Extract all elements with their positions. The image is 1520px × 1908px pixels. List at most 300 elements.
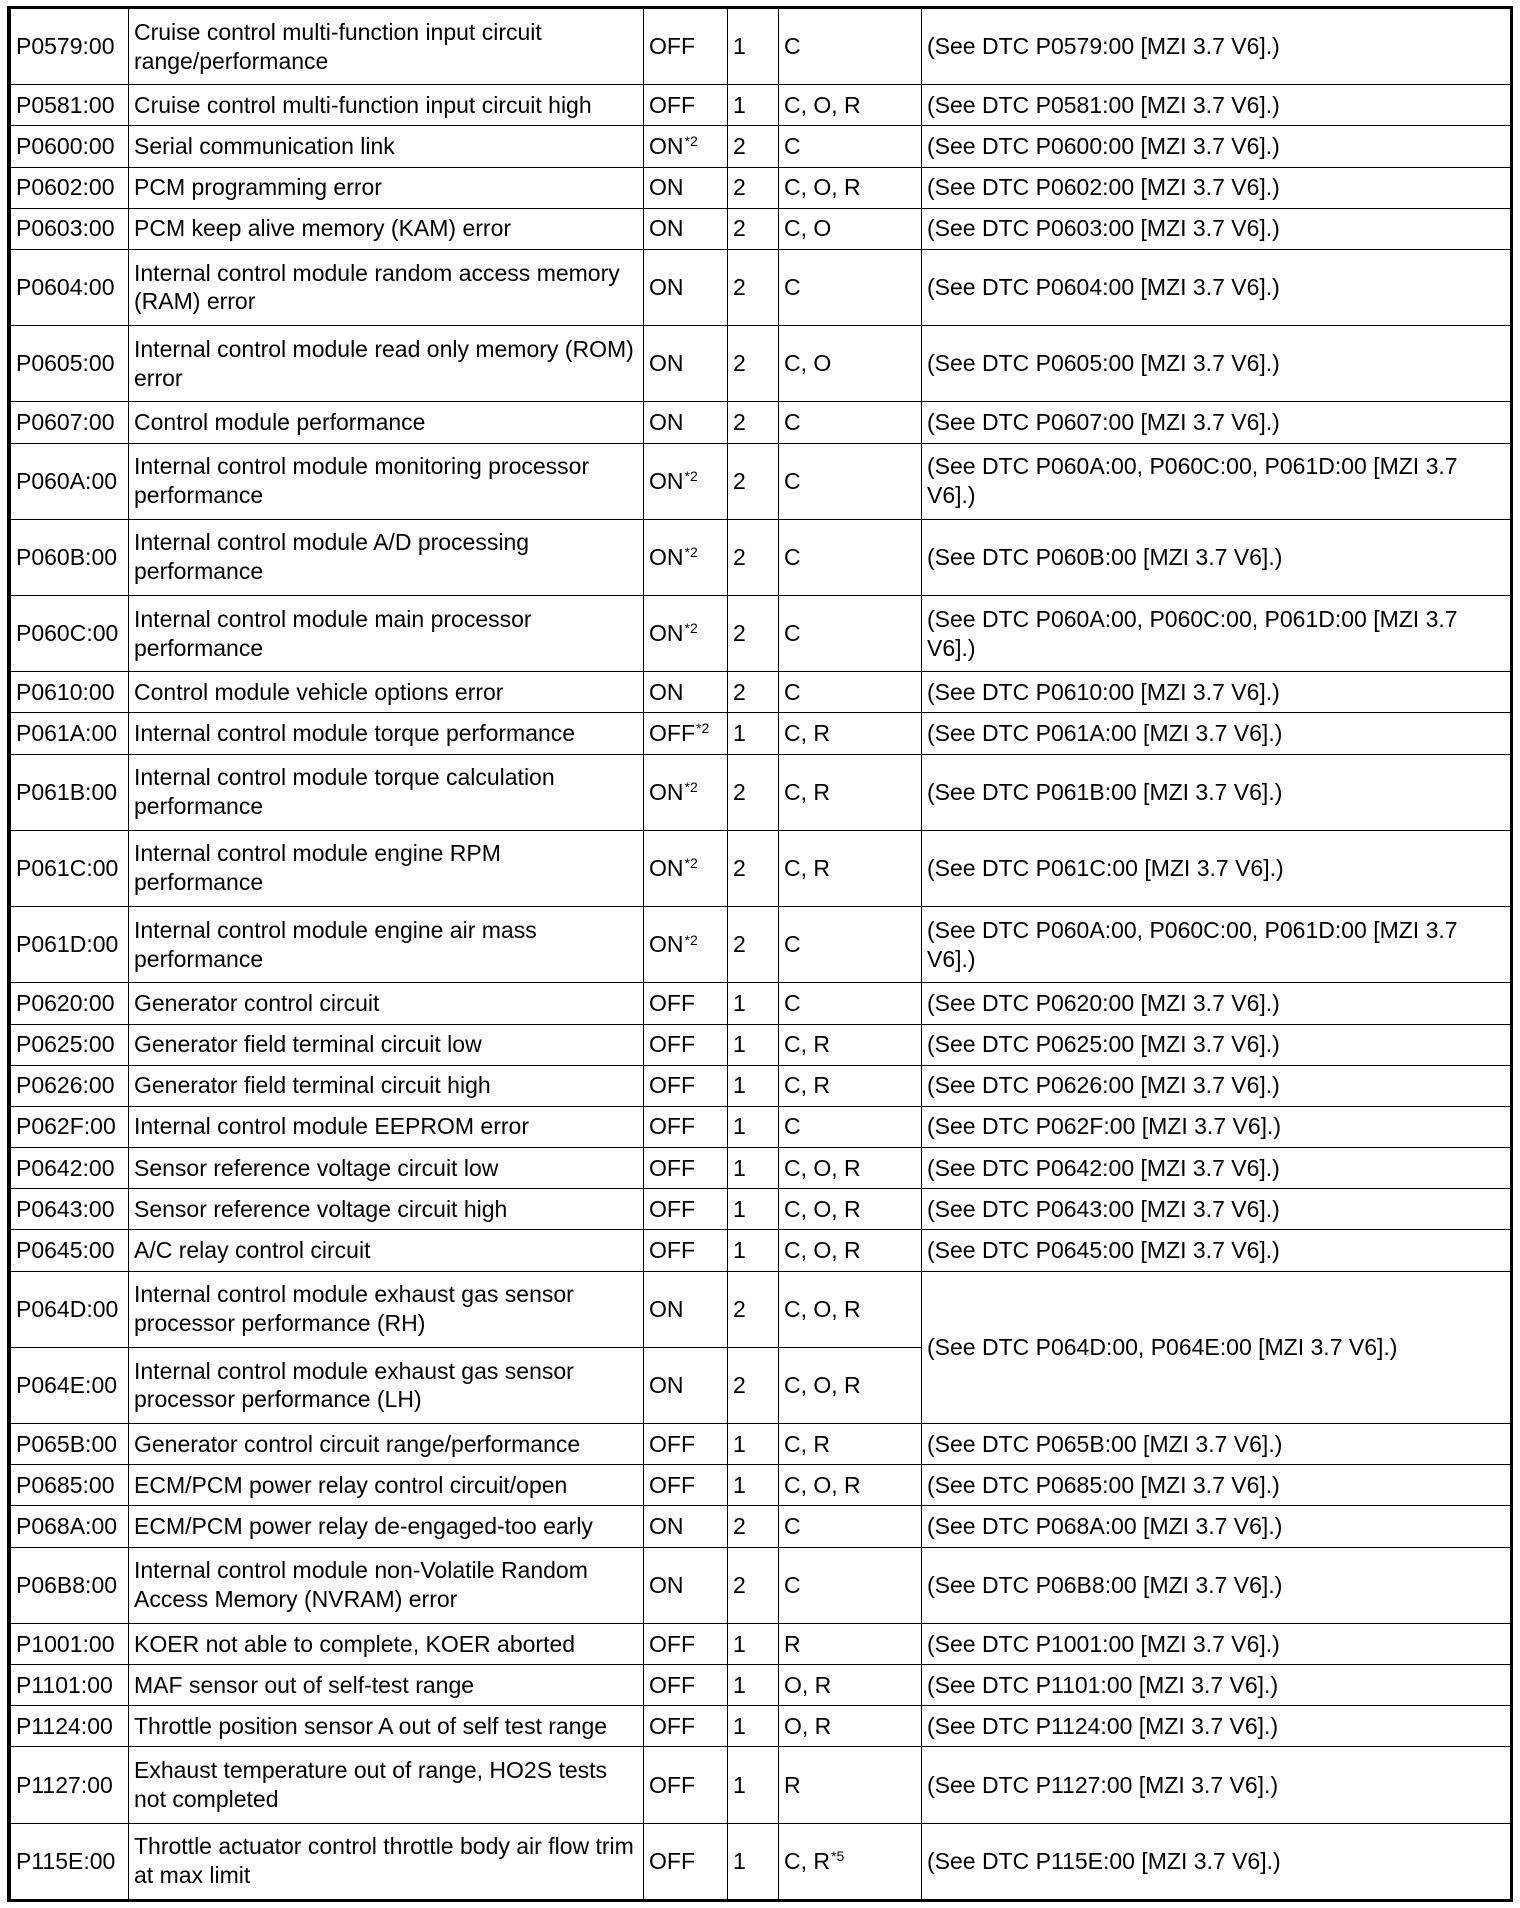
dtc-description <box>129 167 644 208</box>
trip-count <box>728 1271 779 1347</box>
dtc-description-text: Cruise control multi-function input circuit range/performance <box>134 18 542 74</box>
trip-count-text: 2 <box>733 678 746 705</box>
dtc-description-text: Internal control module read only memory (ROM) error <box>134 335 634 391</box>
trip-count-text: 2 <box>733 543 746 570</box>
dtc-description <box>129 126 644 167</box>
trip-count <box>728 167 779 208</box>
dtc-table-page <box>7 6 1513 1902</box>
monitor-item <box>779 983 922 1024</box>
dtc-code-text: P1101:00 <box>16 1671 113 1698</box>
dtc-code <box>11 85 129 126</box>
dtc-description <box>129 830 644 906</box>
service-reference-text: (See DTC P061A:00 [MZI 3.7 V6].) <box>927 720 1283 747</box>
dtc-description-text: KOER not able to complete, KOER aborted <box>134 1630 576 1657</box>
trip-count-text: 2 <box>733 408 746 435</box>
trip-count-text: 2 <box>733 1571 746 1598</box>
monitor-item-text: R <box>784 1630 801 1657</box>
dtc-description <box>129 9 644 85</box>
monitor-item <box>779 830 922 906</box>
table-row <box>11 167 1511 208</box>
monitor-item <box>779 1706 922 1747</box>
trip-count <box>728 1347 779 1423</box>
dtc-code-text: P0607:00 <box>16 408 115 435</box>
table-row <box>11 249 1511 325</box>
trip-count <box>728 1747 779 1823</box>
mil-status <box>644 713 728 754</box>
service-reference-text: (See DTC P0600:00 [MZI 3.7 V6].) <box>927 132 1280 159</box>
trip-count <box>728 983 779 1024</box>
trip-count-text: 1 <box>733 1031 746 1058</box>
monitor-item <box>779 519 922 595</box>
table-row <box>11 1823 1511 1899</box>
service-reference-text: (See DTC P0610:00 [MZI 3.7 V6].) <box>927 678 1280 705</box>
trip-count <box>728 754 779 830</box>
dtc-code-text: P065B:00 <box>16 1430 118 1457</box>
trip-count-text: 1 <box>733 1195 746 1222</box>
service-reference-text: (See DTC P0643:00 [MZI 3.7 V6].) <box>927 1195 1280 1222</box>
table-row <box>11 1465 1511 1506</box>
service-reference-text: (See DTC P060A:00, P060C:00, P061D:00 [MZI 3.7 V6].) <box>927 916 1458 972</box>
dtc-code <box>11 1506 129 1547</box>
table-row <box>11 830 1511 906</box>
service-reference-text: (See DTC P0579:00 [MZI 3.7 V6].) <box>927 33 1280 60</box>
table-row <box>11 519 1511 595</box>
table-row <box>11 126 1511 167</box>
service-reference <box>922 1665 1511 1706</box>
dtc-description-text: Internal control module monitoring processor performance <box>134 453 590 509</box>
monitor-item <box>779 754 922 830</box>
mil-status <box>644 1547 728 1623</box>
dtc-description <box>129 754 644 830</box>
dtc-code-text: P0643:00 <box>16 1195 115 1222</box>
monitor-item-text: C <box>784 467 801 494</box>
mil-status <box>644 1465 728 1506</box>
footnote-marker: *2 <box>684 779 698 796</box>
table-row <box>11 1706 1511 1747</box>
dtc-description <box>129 1065 644 1106</box>
trip-count <box>728 402 779 443</box>
dtc-code-text: P0602:00 <box>16 174 115 201</box>
dtc-description <box>129 1665 644 1706</box>
dtc-code <box>11 208 129 249</box>
table-row <box>11 1106 1511 1147</box>
footnote-marker: *2 <box>684 133 698 150</box>
dtc-description <box>129 519 644 595</box>
service-reference <box>922 167 1511 208</box>
footnote-marker: *2 <box>684 467 698 484</box>
mil-status-text: OFF <box>649 1671 695 1698</box>
monitor-item-text: C, O, R <box>784 1154 861 1181</box>
mil-status-text: ON <box>649 215 684 242</box>
dtc-code-text: P061B:00 <box>16 778 118 805</box>
dtc-description <box>129 1230 644 1271</box>
trip-count-text: 2 <box>733 174 746 201</box>
monitor-item-text: O, R <box>784 1671 832 1698</box>
mil-status <box>644 1230 728 1271</box>
trip-count <box>728 1506 779 1547</box>
dtc-description <box>129 1623 644 1664</box>
dtc-description-text: MAF sensor out of self-test range <box>134 1671 475 1698</box>
dtc-code-text: P061A:00 <box>16 720 118 747</box>
trip-count <box>728 208 779 249</box>
dtc-code <box>11 1747 129 1823</box>
dtc-description <box>129 1271 644 1347</box>
monitor-item-text: C <box>784 132 801 159</box>
dtc-description-text: Throttle actuator control throttle body air flow trim at max limit <box>134 1833 634 1889</box>
table-row <box>11 443 1511 519</box>
dtc-code-text: P062F:00 <box>16 1113 116 1140</box>
mil-status <box>644 1065 728 1106</box>
mil-status-text: ON <box>649 174 684 201</box>
mil-status-text: OFF <box>649 1430 695 1457</box>
service-reference-text: (See DTC P062F:00 [MZI 3.7 V6].) <box>927 1113 1282 1140</box>
footnote-marker: *5 <box>831 1848 845 1865</box>
monitor-item-text: C, R <box>784 778 830 805</box>
service-reference-text: (See DTC P061C:00 [MZI 3.7 V6].) <box>927 854 1284 881</box>
mil-status-text: ON <box>649 620 684 647</box>
trip-count <box>728 249 779 325</box>
dtc-description <box>129 1024 644 1065</box>
service-reference-text: (See DTC P0620:00 [MZI 3.7 V6].) <box>927 989 1280 1016</box>
trip-count <box>728 907 779 983</box>
service-reference <box>922 1189 1511 1230</box>
service-reference-text: (See DTC P0685:00 [MZI 3.7 V6].) <box>927 1471 1280 1498</box>
dtc-code-text: P0642:00 <box>16 1154 115 1181</box>
mil-status-text: OFF <box>649 1712 695 1739</box>
dtc-code <box>11 1665 129 1706</box>
trip-count-text: 1 <box>733 1072 746 1099</box>
trip-count <box>728 596 779 672</box>
mil-status <box>644 1747 728 1823</box>
service-reference <box>922 1271 1511 1423</box>
trip-count-text: 1 <box>733 1847 746 1874</box>
monitor-item <box>779 1623 922 1664</box>
dtc-description-text: Generator control circuit <box>134 989 380 1016</box>
monitor-item-text: C <box>784 931 801 958</box>
monitor-item-text: C, O <box>784 215 832 242</box>
monitor-item <box>779 1024 922 1065</box>
service-reference <box>922 907 1511 983</box>
dtc-code <box>11 983 129 1024</box>
footnote-marker: *2 <box>684 855 698 872</box>
table-row <box>11 907 1511 983</box>
mil-status <box>644 1148 728 1189</box>
monitor-item <box>779 126 922 167</box>
trip-count-text: 1 <box>733 1712 746 1739</box>
service-reference-text: (See DTC P060A:00, P060C:00, P061D:00 [MZI 3.7 V6].) <box>927 605 1458 661</box>
service-reference-text: (See DTC P0581:00 [MZI 3.7 V6].) <box>927 91 1280 118</box>
table-row <box>11 208 1511 249</box>
service-reference <box>922 1823 1511 1899</box>
dtc-description <box>129 1347 644 1423</box>
dtc-code-text: P0625:00 <box>16 1031 115 1058</box>
footnote-marker: *2 <box>684 620 698 637</box>
mil-status <box>644 85 728 126</box>
trip-count <box>728 1189 779 1230</box>
dtc-description-text: PCM programming error <box>134 174 382 201</box>
service-reference <box>922 672 1511 713</box>
trip-count <box>728 519 779 595</box>
dtc-description <box>129 983 644 1024</box>
table-row <box>11 1665 1511 1706</box>
mil-status-text: ON <box>649 274 684 300</box>
trip-count <box>728 1706 779 1747</box>
dtc-code-text: P060C:00 <box>16 620 119 647</box>
service-reference-text: (See DTC P0607:00 [MZI 3.7 V6].) <box>927 408 1280 435</box>
mil-status-text: ON <box>649 678 684 705</box>
dtc-code <box>11 830 129 906</box>
dtc-description <box>129 907 644 983</box>
table-row <box>11 1148 1511 1189</box>
dtc-code-text: P0620:00 <box>16 989 115 1016</box>
dtc-code-text: P115E:00 <box>16 1847 116 1874</box>
dtc-code <box>11 754 129 830</box>
dtc-code <box>11 713 129 754</box>
dtc-description <box>129 402 644 443</box>
monitor-item-text: C <box>784 274 801 300</box>
dtc-description-text: Control module performance <box>134 408 426 435</box>
table-row <box>11 1747 1511 1823</box>
dtc-description <box>129 596 644 672</box>
mil-status <box>644 167 728 208</box>
dtc-code <box>11 596 129 672</box>
dtc-code <box>11 443 129 519</box>
table-row <box>11 326 1511 402</box>
mil-status-text: ON <box>649 1513 684 1540</box>
service-reference <box>922 596 1511 672</box>
dtc-code <box>11 1424 129 1465</box>
monitor-item <box>779 1424 922 1465</box>
monitor-item-text: C, O, R <box>784 1195 861 1222</box>
table-row <box>11 1230 1511 1271</box>
table-row <box>11 983 1511 1024</box>
service-reference-text: (See DTC P06B8:00 [MZI 3.7 V6].) <box>927 1571 1283 1598</box>
mil-status <box>644 1106 728 1147</box>
monitor-item <box>779 1823 922 1899</box>
mil-status <box>644 126 728 167</box>
dtc-description-text: Exhaust temperature out of range, HO2S tests not completed <box>134 1757 608 1813</box>
trip-count <box>728 1230 779 1271</box>
mil-status <box>644 983 728 1024</box>
dtc-code <box>11 1706 129 1747</box>
trip-count-text: 2 <box>733 274 746 300</box>
service-reference <box>922 1065 1511 1106</box>
trip-count-text: 2 <box>733 620 746 647</box>
service-reference-text: (See DTC P115E:00 [MZI 3.7 V6].) <box>927 1847 1281 1874</box>
mil-status-text: OFF <box>649 1031 695 1058</box>
service-reference-text: (See DTC P1001:00 [MZI 3.7 V6].) <box>927 1630 1280 1657</box>
mil-status-text: OFF <box>649 1630 695 1657</box>
mil-status-text: ON <box>649 1571 684 1598</box>
service-reference <box>922 830 1511 906</box>
service-reference <box>922 1230 1511 1271</box>
trip-count-text: 1 <box>733 1471 746 1498</box>
monitor-item <box>779 1747 922 1823</box>
trip-count-text: 2 <box>733 854 746 881</box>
dtc-description-text: Internal control module exhaust gas sensor processor performance (LH) <box>134 1357 574 1413</box>
dtc-code <box>11 1623 129 1664</box>
mil-status <box>644 1706 728 1747</box>
trip-count <box>728 1547 779 1623</box>
monitor-item <box>779 1106 922 1147</box>
monitor-item <box>779 443 922 519</box>
dtc-code-text: P060A:00 <box>16 467 118 494</box>
monitor-item <box>779 596 922 672</box>
dtc-description <box>129 672 644 713</box>
dtc-description-text: Internal control module engine RPM performance <box>134 840 501 896</box>
mil-status-text: ON <box>649 467 684 494</box>
dtc-code-text: P061C:00 <box>16 854 119 881</box>
mil-status-text: ON <box>649 1371 684 1398</box>
dtc-description-text: Internal control module A/D processing performance <box>134 529 530 585</box>
trip-count-text: 1 <box>733 1671 746 1698</box>
service-reference-text: (See DTC P060B:00 [MZI 3.7 V6].) <box>927 543 1283 570</box>
trip-count <box>728 672 779 713</box>
table-row <box>11 713 1511 754</box>
mil-status <box>644 1506 728 1547</box>
trip-count-text: 2 <box>733 1513 746 1540</box>
service-reference <box>922 326 1511 402</box>
dtc-table <box>10 9 1511 1899</box>
table-row <box>11 1189 1511 1230</box>
dtc-code <box>11 1106 129 1147</box>
dtc-description-text: Generator field terminal circuit high <box>134 1072 491 1099</box>
monitor-item <box>779 1148 922 1189</box>
mil-status <box>644 326 728 402</box>
dtc-description-text: Internal control module engine air mass performance <box>134 916 537 972</box>
service-reference-text: (See DTC P061B:00 [MZI 3.7 V6].) <box>927 778 1283 805</box>
service-reference-text: (See DTC P0645:00 [MZI 3.7 V6].) <box>927 1237 1280 1264</box>
dtc-description-text: Sensor reference voltage circuit low <box>134 1154 499 1181</box>
dtc-description-text: Internal control module torque calculation performance <box>134 764 555 820</box>
mil-status <box>644 1424 728 1465</box>
trip-count <box>728 713 779 754</box>
service-reference <box>922 1747 1511 1823</box>
dtc-description-text: Serial communication link <box>134 132 395 159</box>
table-row <box>11 754 1511 830</box>
dtc-description-text: Internal control module torque performance <box>134 720 576 747</box>
table-row <box>11 402 1511 443</box>
trip-count <box>728 85 779 126</box>
service-reference-text: (See DTC P060A:00, P060C:00, P061D:00 [MZI 3.7 V6].) <box>927 453 1458 509</box>
dtc-description <box>129 713 644 754</box>
service-reference-text: (See DTC P065B:00 [MZI 3.7 V6].) <box>927 1430 1283 1457</box>
table-row <box>11 1065 1511 1106</box>
dtc-code <box>11 1465 129 1506</box>
monitor-item-text: C <box>784 989 801 1016</box>
monitor-item-text: C, R <box>784 1430 830 1457</box>
footnote-marker: *2 <box>684 544 698 561</box>
mil-status-text: ON <box>649 543 684 570</box>
trip-count <box>728 126 779 167</box>
dtc-code-text: P0645:00 <box>16 1237 115 1264</box>
monitor-item <box>779 249 922 325</box>
trip-count-text: 1 <box>733 33 746 60</box>
dtc-code-text: P0610:00 <box>16 678 115 705</box>
dtc-code <box>11 402 129 443</box>
dtc-code <box>11 1823 129 1899</box>
service-reference <box>922 1024 1511 1065</box>
dtc-code-text: P061D:00 <box>16 931 119 958</box>
mil-status-text: ON <box>649 1295 684 1322</box>
service-reference-text: (See DTC P0603:00 [MZI 3.7 V6].) <box>927 215 1280 242</box>
monitor-item-text: C, O, R <box>784 1471 861 1498</box>
dtc-description <box>129 1465 644 1506</box>
service-reference <box>922 402 1511 443</box>
dtc-code <box>11 249 129 325</box>
trip-count-text: 1 <box>733 1771 746 1798</box>
dtc-code <box>11 1024 129 1065</box>
service-reference-text: (See DTC P0605:00 [MZI 3.7 V6].) <box>927 350 1280 377</box>
dtc-code-text: P06B8:00 <box>16 1571 118 1598</box>
monitor-item-text: C, R <box>784 1847 830 1874</box>
dtc-code-text: P068A:00 <box>16 1513 118 1540</box>
mil-status-text: OFF <box>649 33 695 60</box>
dtc-description <box>129 249 644 325</box>
dtc-description <box>129 1506 644 1547</box>
monitor-item-text: C, O, R <box>784 1371 861 1398</box>
monitor-item-text: C, R <box>784 1072 830 1099</box>
mil-status-text: OFF <box>649 1471 695 1498</box>
service-reference <box>922 1706 1511 1747</box>
mil-status <box>644 1347 728 1423</box>
dtc-code <box>11 1189 129 1230</box>
dtc-description <box>129 1706 644 1747</box>
dtc-code-text: P1124:00 <box>16 1712 113 1739</box>
mil-status-text: ON <box>649 408 684 435</box>
mil-status <box>644 1823 728 1899</box>
mil-status-text: OFF <box>649 1847 695 1874</box>
trip-count <box>728 830 779 906</box>
dtc-code-text: P0626:00 <box>16 1072 115 1099</box>
service-reference <box>922 126 1511 167</box>
dtc-code-text: P0604:00 <box>16 274 115 300</box>
table-row <box>11 85 1511 126</box>
dtc-code-text: P0685:00 <box>16 1471 115 1498</box>
mil-status <box>644 1665 728 1706</box>
monitor-item-text: C <box>784 1513 801 1540</box>
trip-count <box>728 1665 779 1706</box>
monitor-item-text: C, O, R <box>784 1237 861 1264</box>
trip-count <box>728 1148 779 1189</box>
dtc-description <box>129 1148 644 1189</box>
service-reference <box>922 713 1511 754</box>
mil-status-text: ON <box>649 778 684 805</box>
monitor-item <box>779 326 922 402</box>
dtc-description-text: Sensor reference voltage circuit high <box>134 1195 508 1222</box>
service-reference <box>922 9 1511 85</box>
dtc-code-text: P064E:00 <box>16 1371 118 1398</box>
monitor-item-text: C <box>784 33 801 60</box>
mil-status <box>644 830 728 906</box>
dtc-code-text: P064D:00 <box>16 1295 119 1322</box>
mil-status <box>644 519 728 595</box>
mil-status-text: ON <box>649 132 684 159</box>
mil-status <box>644 672 728 713</box>
monitor-item <box>779 402 922 443</box>
monitor-item-text: C <box>784 1113 801 1140</box>
table-row <box>11 1024 1511 1065</box>
service-reference <box>922 1106 1511 1147</box>
trip-count-text: 2 <box>733 350 746 377</box>
mil-status <box>644 1189 728 1230</box>
service-reference-text: (See DTC P0642:00 [MZI 3.7 V6].) <box>927 1154 1280 1181</box>
service-reference-text: (See DTC P0604:00 [MZI 3.7 V6].) <box>927 274 1280 300</box>
dtc-code <box>11 126 129 167</box>
table-row <box>11 596 1511 672</box>
monitor-item-text: C, O <box>784 350 832 377</box>
service-reference <box>922 1465 1511 1506</box>
